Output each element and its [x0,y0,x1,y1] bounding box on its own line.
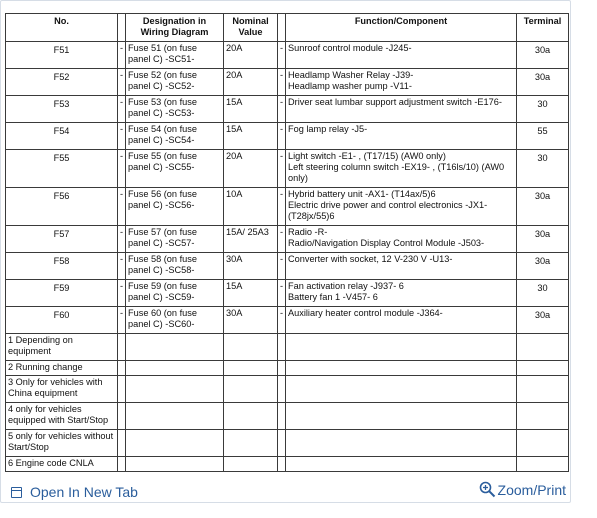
empty-cell [126,361,224,376]
function-line: Headlamp washer pump -V11- [288,81,412,91]
empty-cell [224,334,278,361]
empty-cell [278,403,286,430]
empty-cell [286,376,517,403]
dash-cell: - [118,123,126,150]
table-row [6,69,569,96]
terminal-cell: 30 [517,150,569,188]
empty-cell [278,361,286,376]
dash-cell: - [278,69,286,96]
footnote-row [6,457,569,472]
table-row [6,226,569,253]
open-in-new-tab-link[interactable] [11,484,138,500]
nominal-value-cell: 15A [224,123,278,150]
footnote-row [6,361,569,376]
empty-cell [126,376,224,403]
dash-cell: - [118,280,126,307]
nominal-value-cell: 15A/ 25A3 [224,226,278,253]
designation-cell: Fuse 51 (on fuse panel C) -SC51- [126,42,224,69]
nominal-value-cell: 20A [224,69,278,96]
function-line: Hybrid battery unit -AX1- (T14ax/5)6 [288,189,436,199]
fuse-number-cell: F54 [6,123,118,150]
designation-cell: Fuse 53 (on fuse panel C) -SC53- [126,96,224,123]
function-cell [286,123,517,150]
empty-cell [224,430,278,457]
table-row [6,96,569,123]
designation-cell: Fuse 59 (on fuse panel C) -SC59- [126,280,224,307]
fuse-number-cell: F56 [6,188,118,226]
footnote-text: 5 only for vehicles without Start/Stop [6,430,118,457]
footnote-text: 6 Engine code CNLA [6,457,118,472]
dash-cell: - [278,96,286,123]
fuse-number-cell: F59 [6,280,118,307]
dash-cell: - [278,253,286,280]
dash-cell: - [118,42,126,69]
dash-cell: - [118,150,126,188]
footnote-row [6,430,569,457]
dash-cell: - [278,226,286,253]
empty-cell [286,403,517,430]
table-row [6,253,569,280]
designation-cell: Fuse 57 (on fuse panel C) -SC57- [126,226,224,253]
dash-cell: - [118,307,126,334]
empty-cell [224,403,278,430]
empty-cell [118,430,126,457]
empty-cell [278,334,286,361]
dash-cell: - [278,42,286,69]
table-row [6,280,569,307]
empty-cell [118,403,126,430]
header-row [6,14,569,42]
header-spacer [278,14,286,42]
function-cell [286,280,517,307]
designation-cell: Fuse 56 (on fuse panel C) -SC56- [126,188,224,226]
nominal-value-cell: 30A [224,307,278,334]
empty-cell [286,430,517,457]
table-row [6,150,569,188]
footnote-row [6,403,569,430]
empty-cell [126,334,224,361]
table-row [6,188,569,226]
terminal-cell: 30 [517,280,569,307]
dash-cell: - [118,226,126,253]
designation-cell: Fuse 54 (on fuse panel C) -SC54- [126,123,224,150]
footer-bar [1,479,572,504]
fuse-number-cell: F52 [6,69,118,96]
empty-cell [286,334,517,361]
function-line: Sunroof control module -J245- [288,43,412,53]
table-row [6,123,569,150]
empty-cell [224,457,278,472]
function-cell [286,42,517,69]
empty-cell [278,457,286,472]
empty-cell [517,334,569,361]
dash-cell: - [278,123,286,150]
nominal-value-cell: 10A [224,188,278,226]
open-in-new-tab-label: Open In New Tab [30,484,138,500]
dash-cell: - [278,307,286,334]
dash-cell: - [118,188,126,226]
magnifier-plus-icon [479,481,496,498]
designation-cell: Fuse 52 (on fuse panel C) -SC52- [126,69,224,96]
designation-cell: Fuse 60 (on fuse panel C) -SC60- [126,307,224,334]
function-line: Light switch -E1- , (T17/15) (AW0 only) [288,151,446,161]
empty-cell [517,430,569,457]
header-no: No. [6,14,118,42]
empty-cell [118,376,126,403]
empty-cell [517,457,569,472]
terminal-cell: 55 [517,123,569,150]
terminal-cell: 30a [517,307,569,334]
zoom-print-label: Zoom/Print [497,481,566,498]
nominal-value-cell: 15A [224,280,278,307]
fuse-table [5,13,569,472]
function-line: Auxiliary heater control module -J364- [288,308,443,318]
empty-cell [118,361,126,376]
designation-cell: Fuse 55 (on fuse panel C) -SC55- [126,150,224,188]
function-cell [286,307,517,334]
header-function: Function/Component [286,14,517,42]
dash-cell: - [278,150,286,188]
function-cell [286,188,517,226]
empty-cell [517,376,569,403]
empty-cell [286,457,517,472]
footnote-text: 4 only for vehicles equipped with Start/Stop [6,403,118,430]
terminal-cell: 30a [517,69,569,96]
header-spacer [118,14,126,42]
fuse-table-body [6,42,569,472]
terminal-cell: 30 [517,96,569,123]
function-line: Headlamp Washer Relay -J39- [288,70,414,80]
terminal-cell: 30a [517,226,569,253]
nominal-value-cell: 30A [224,253,278,280]
fuse-number-cell: F51 [6,42,118,69]
empty-cell [517,403,569,430]
fuse-number-cell: F57 [6,226,118,253]
table-row [6,42,569,69]
nominal-value-cell: 15A [224,96,278,123]
function-line: Driver seat lumbar support adjustment switch -E176- [288,97,502,107]
function-line: Fog lamp relay -J5- [288,124,368,134]
nominal-value-cell: 20A [224,150,278,188]
designation-cell: Fuse 58 (on fuse panel C) -SC58- [126,253,224,280]
zoom-print-link[interactable] [479,481,566,498]
window-icon [11,487,22,498]
footnote-row [6,376,569,403]
header-nominal: Nominal Value [224,14,278,42]
dash-cell: - [118,69,126,96]
empty-cell [126,403,224,430]
fuse-number-cell: F60 [6,307,118,334]
function-cell [286,253,517,280]
nominal-value-cell: 20A [224,42,278,69]
empty-cell [517,361,569,376]
function-line: Fan activation relay -J937- 6 [288,281,404,291]
function-line: Electric drive power and control electronics -JX1- (T28jx/55)6 [288,200,488,221]
empty-cell [126,457,224,472]
header-designation: Designation in Wiring Diagram [126,14,224,42]
empty-cell [118,334,126,361]
fuse-number-cell: F53 [6,96,118,123]
footnote-row [6,334,569,361]
footnote-text: 1 Depending on equipment [6,334,118,361]
dash-cell: - [278,188,286,226]
empty-cell [224,361,278,376]
empty-cell [118,457,126,472]
footnote-text: 2 Running change [6,361,118,376]
function-line: Battery fan 1 -V457- 6 [288,292,378,302]
fuse-number-cell: F58 [6,253,118,280]
empty-cell [224,376,278,403]
fuse-table-container [5,13,568,472]
function-line: Radio/Navigation Display Control Module -J503- [288,238,485,248]
dash-cell: - [118,253,126,280]
function-line: Converter with socket, 12 V-230 V -U13- [288,254,453,264]
header-terminal: Terminal [517,14,569,42]
empty-cell [126,430,224,457]
empty-cell [286,361,517,376]
function-cell [286,226,517,253]
dash-cell: - [278,280,286,307]
function-cell [286,150,517,188]
table-row [6,307,569,334]
empty-cell [278,430,286,457]
empty-cell [278,376,286,403]
function-cell [286,69,517,96]
function-line: Radio -R- [288,227,328,237]
dash-cell: - [118,96,126,123]
terminal-cell: 30a [517,42,569,69]
terminal-cell: 30a [517,188,569,226]
footnote-text: 3 Only for vehicles with China equipment [6,376,118,403]
fuse-number-cell: F55 [6,150,118,188]
terminal-cell: 30a [517,253,569,280]
function-cell [286,96,517,123]
function-line: Left steering column switch -EX19- , (T16ls/10) (AW0 only) [288,162,505,183]
